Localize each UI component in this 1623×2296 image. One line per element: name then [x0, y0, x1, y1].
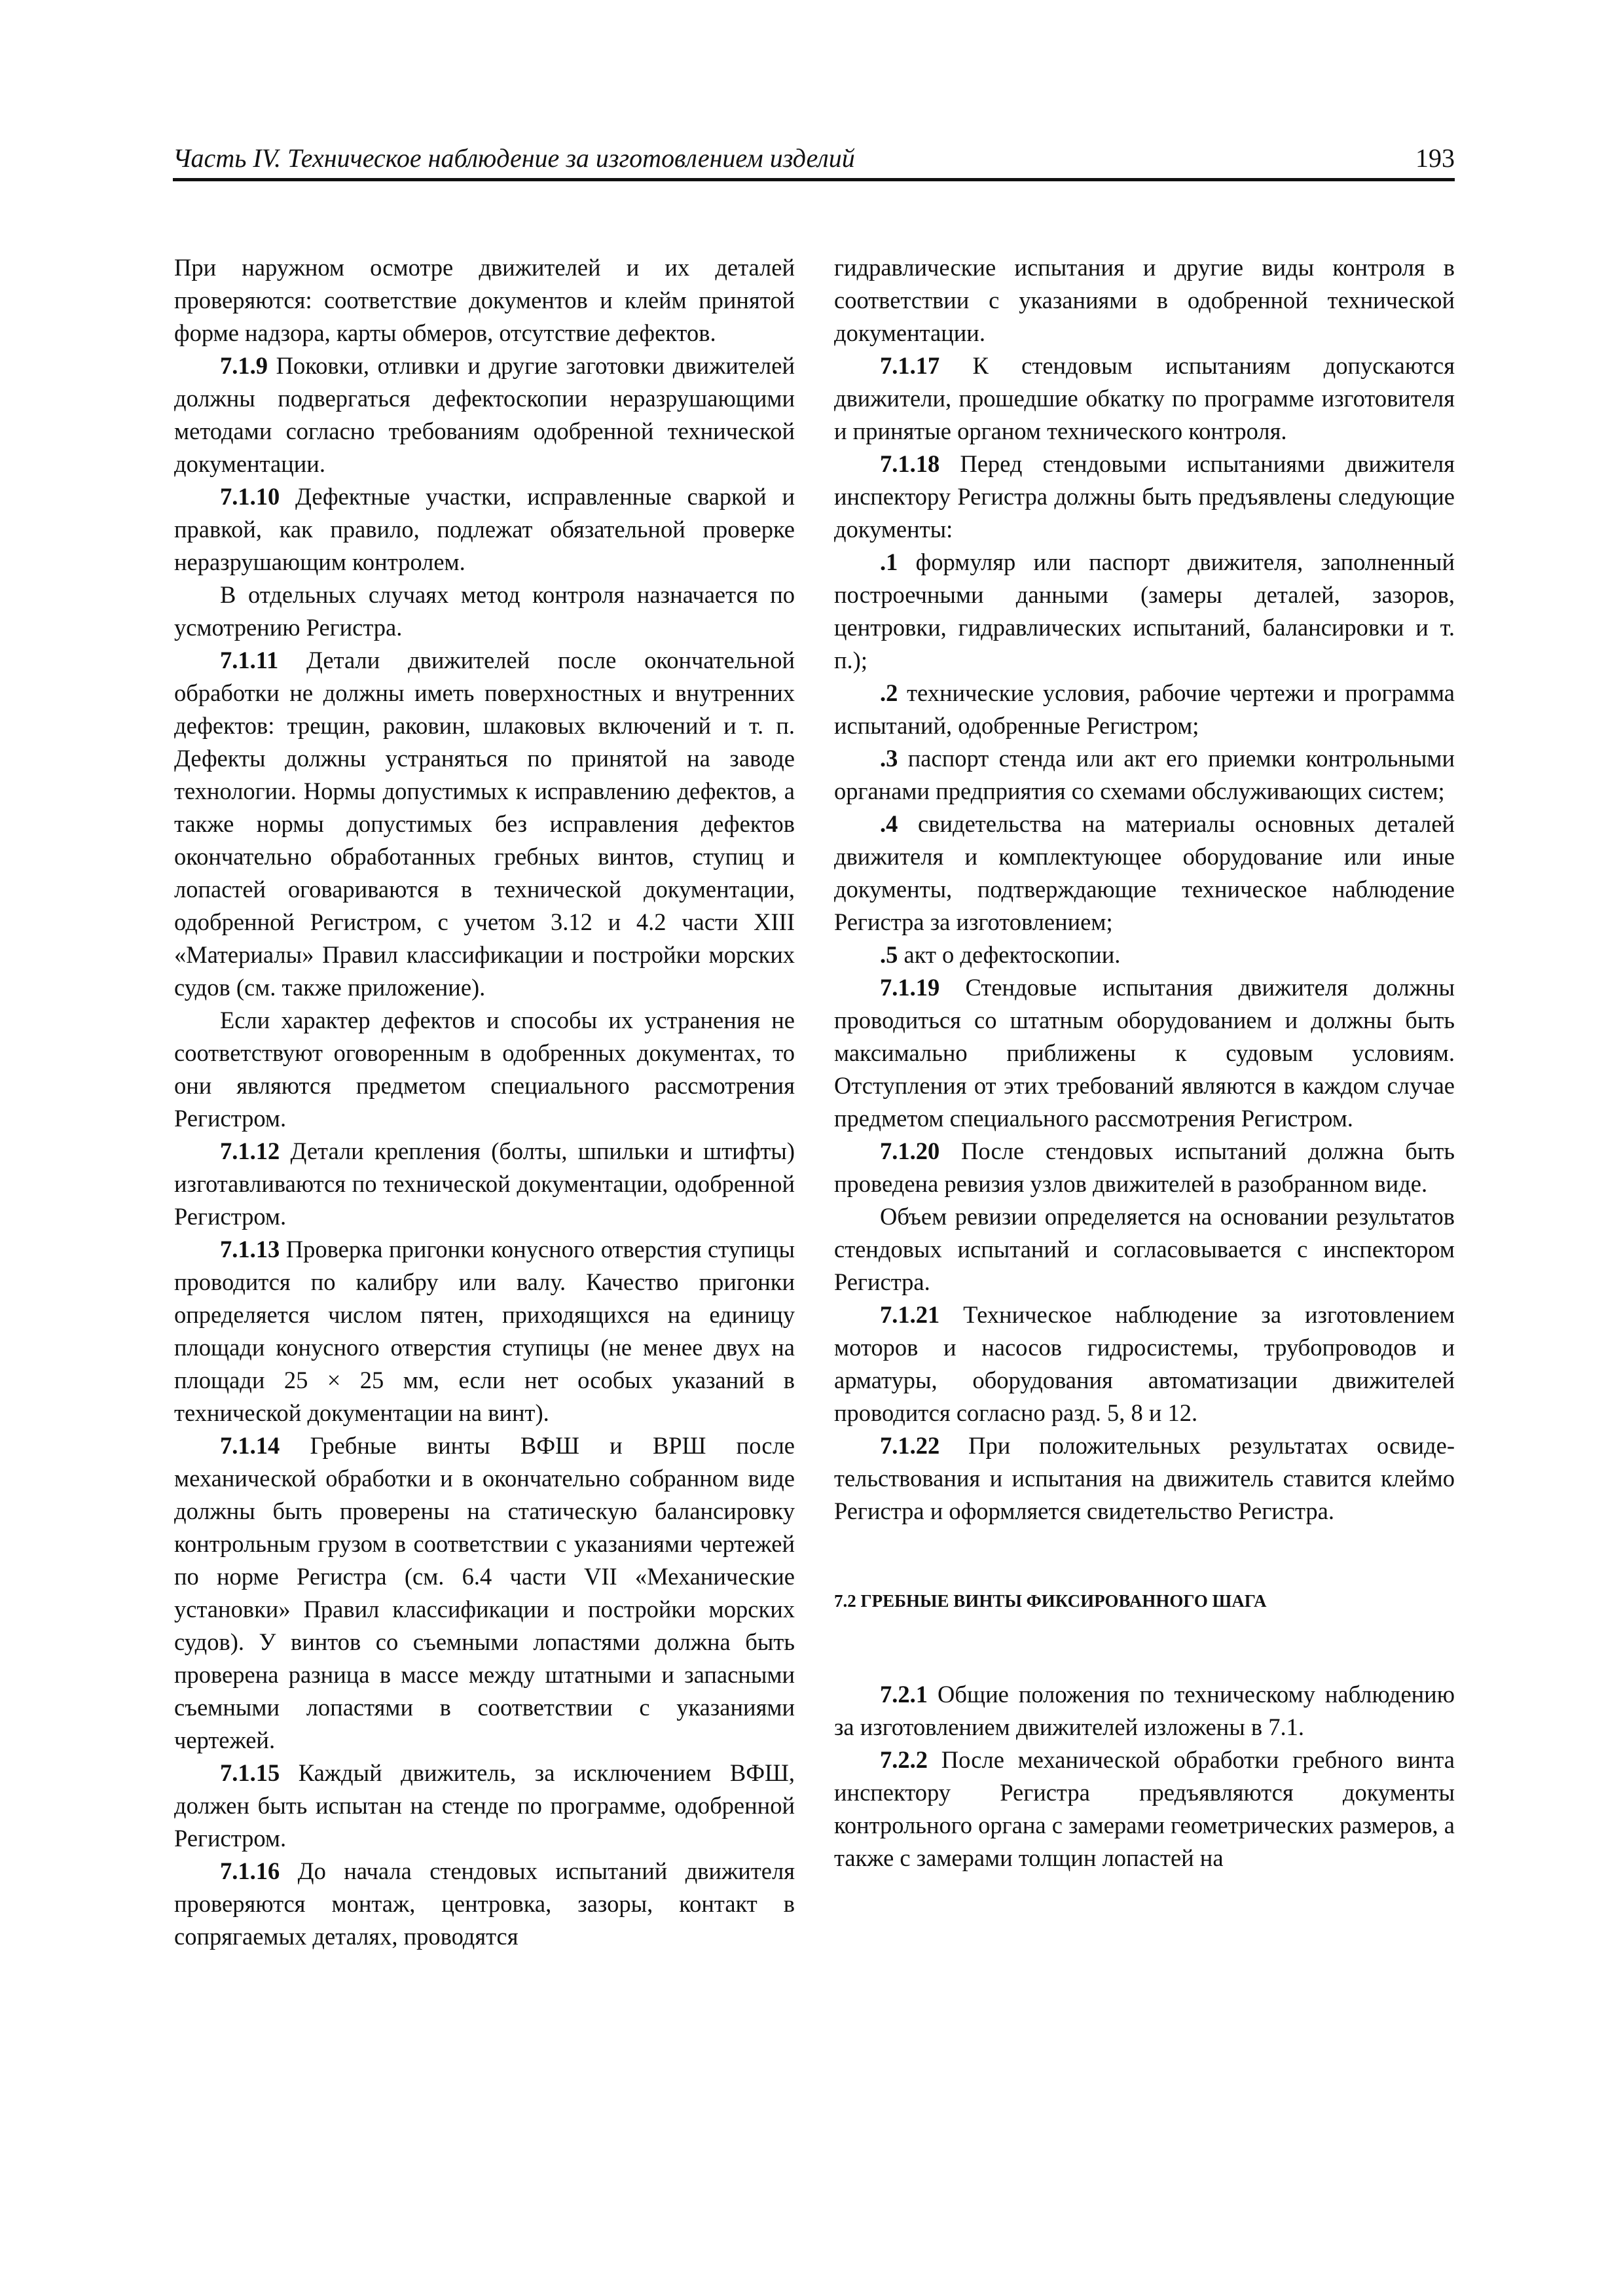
- clause-number: 7.1.9: [220, 352, 268, 379]
- paragraph-text: После стендовых испытаний должна быть проведена ревизия узлов движителей в разобранном виде.: [834, 1138, 1455, 1197]
- paragraph-text: Детали движителей после окончательной обработки не должны иметь поверхностных и внутренних дефектов: трещин, раковин, шлаковых включений и т. п. Дефекты должны устраняться по принятой на заводе технологии. Нормы допустимых к исправлению дефектов, а также нормы допустимых без исправления дефектов окончательно обработанных гребных винтов, ступиц и лопастей оговариваются в технической документации, одобренной Регистром, с учетом 3.12 и 4.2 части XIII «Материалы» Правил классификации и постройки морских судов (см. также приложение).: [174, 647, 795, 1001]
- paragraph: [834, 1200, 1455, 1299]
- clause-number: 7.1.14: [220, 1432, 280, 1459]
- clause-number: 7.1.21: [880, 1301, 940, 1328]
- clause-number: 7.1.18: [880, 450, 940, 477]
- paragraph: [834, 742, 1455, 808]
- clause-number: 7.1.17: [880, 352, 940, 379]
- paragraph: [834, 350, 1455, 448]
- paragraph-text: Дефектные участки, исправленные сваркой и правкой, как правило, подлежат обязательной проверке неразрушающим контролем.: [174, 483, 795, 575]
- running-header: [173, 141, 1455, 181]
- paragraph: [174, 480, 795, 579]
- paragraph: [834, 808, 1455, 939]
- paragraph-text: Каждый движитель, за исключением ВФШ, должен быть испытан на стенде по программе, одобренной Регистром.: [174, 1759, 795, 1852]
- clause-number: 7.1.12: [220, 1138, 280, 1164]
- paragraph: [834, 1135, 1455, 1200]
- clause-number: .4: [880, 810, 898, 837]
- paragraph-text: Если характер дефектов и способы их устранения не соответствуют оговоренным в одобренных документах, то они являются предметом специального рассмотрения Регистром.: [174, 1007, 795, 1132]
- paragraph-text: После механической обработки гребного винта инспектору Регистра предъявляются документы контрольного органа с замерами геометрических размеров, а также с замерами толщин лопастей на: [834, 1746, 1455, 1871]
- paragraph: [834, 939, 1455, 971]
- paragraph-text: К стендовым испытаниям допускаются движители, прошедшие обкатку по программе изготовителя и принятые органом технического контроля.: [834, 352, 1455, 444]
- clause-number: 7.1.16: [220, 1857, 280, 1884]
- paragraph: [834, 1429, 1455, 1528]
- paragraph: [174, 1233, 795, 1429]
- clause-number: .5: [880, 941, 898, 968]
- paragraph: [834, 1678, 1455, 1744]
- clause-number: .3: [880, 745, 898, 772]
- paragraph: [174, 1004, 795, 1135]
- paragraph-text: При наружном осмотре движителей и их деталей проверяются: соответствие документов и клейм принятой форме надзора, карты обмеров, отсутствие дефектов.: [174, 254, 795, 346]
- clause-number: 7.1.10: [220, 483, 280, 510]
- clause-number: 7.1.22: [880, 1432, 940, 1459]
- paragraph: [834, 546, 1455, 677]
- paragraph: [834, 1744, 1455, 1874]
- clause-number: 7.1.13: [220, 1236, 280, 1263]
- paragraph: [834, 1299, 1455, 1429]
- paragraph-text: акт о дефектоскопии.: [898, 941, 1121, 968]
- paragraph-text: Детали крепления (болты, шпильки и штифты) изготавливаются по технической документации, одобренной Регистром.: [174, 1138, 795, 1230]
- paragraph: [174, 1135, 795, 1233]
- paragraph-text: В отдельных случаях метод контроля назначается по усмотрению Регистра.: [174, 581, 795, 641]
- paragraph-text: Стендовые испытания движителя должны проводиться со штатным оборудованием и должны быть максимально приближены к судовым условиям. Отступления от этих требований являются в каждом случае предметом специального рассмотрения Регистром.: [834, 974, 1455, 1132]
- paragraph: [834, 677, 1455, 742]
- clause-number: 7.1.11: [220, 647, 279, 673]
- paragraph-text: Техническое наблюдение за изготовлением моторов и насосов гидросистемы, трубопроводов и арматуры, оборудования автоматизации движителей проводится согласно разд. 5, 8 и 12.: [834, 1301, 1455, 1426]
- header-title: Часть IV. Техническое наблюдение за изготовлением изделий: [173, 143, 855, 173]
- clause-number: .1: [880, 548, 898, 575]
- clause-number: 7.1.19: [880, 974, 940, 1001]
- paragraph: [834, 251, 1455, 350]
- clause-number: 7.1.20: [880, 1138, 940, 1164]
- paragraph-text: Гребные винты ВФШ и ВРШ после механической обработки и в окончательно собранном виде должны быть проверены на статическую балансировку контрольным грузом в соответствии с указаниями чертежей по норме Регистра (см. 6.4 части VII «Механические установки» Правил классификации и постройки морских судов). У винтов со съемными лопастями должна быть проверена разница в массе между штатными и запасными съемными лопастями в соответствии с указаниями чертежей.: [174, 1432, 795, 1753]
- clause-number: 7.2.1: [880, 1681, 928, 1708]
- clause-number: .2: [880, 679, 898, 706]
- paragraph: [174, 1855, 795, 1953]
- paragraph-text: Проверка пригонки конусного отверстия ступицы проводится по калибру или валу. Качество пригонки определяется числом пятен, приходящихся на единицу площади конусного отверстия ступицы (не менее двух на площади 25 × 25 мм, если нет особых указаний в технической документации на винт).: [174, 1236, 795, 1426]
- paragraph: [174, 579, 795, 644]
- page-number: 193: [1415, 143, 1455, 173]
- paragraph-text: До начала стендовых испытаний движителя проверяются монтаж, центровка, зазоры, контакт в сопрягаемых деталях, проводятся: [174, 1857, 795, 1950]
- paragraph: [174, 350, 795, 480]
- paragraph: [174, 251, 795, 350]
- paragraph-text: При положительных результатах освидетельствования и испытания на движитель ставится клеймо Регистра и оформляется свидетельство Регистра.: [834, 1432, 1455, 1524]
- paragraph-text: паспорт стенда или акт его приемки контрольными органами предприятия со схемами обслуживающих систем;: [834, 745, 1455, 804]
- paragraph-text: гидравлические испытания и другие виды контроля в соответствии с указаниями в одобренной технической документации.: [834, 254, 1455, 346]
- paragraph-text: Общие положения по техническому наблюдению за изготовлением движителей изложены в 7.1.: [834, 1681, 1455, 1740]
- paragraph-text: свидетельства на материалы основных деталей движителя и комплектующее оборудование или иные документы, подтверждающие техническое наблюдение Регистра за изготовлением;: [834, 810, 1455, 935]
- paragraph-text: Поковки, отливки и другие заготовки движителей должны подвергаться дефектоскопии неразрушающими методами согласно требованиям одобренной технической документации.: [174, 352, 795, 477]
- paragraph: [834, 971, 1455, 1135]
- clause-number: 7.1.15: [220, 1759, 280, 1786]
- left-column: [174, 251, 795, 1953]
- paragraph: [834, 448, 1455, 546]
- paragraph-text: формуляр или паспорт движителя, заполненный построечными данными (замеры деталей, зазоров, центровки, гидравлических испытаний, балансировки и т. п.);: [834, 548, 1455, 673]
- right-column: [834, 251, 1455, 1874]
- paragraph-text: Объем ревизии определяется на основании результатов стендовых испытаний и согласовывается с инспектором Регистра.: [834, 1203, 1455, 1295]
- paragraph: [174, 1757, 795, 1855]
- section-heading: 7.2 ГРЕБНЫЕ ВИНТЫ ФИКСИРОВАННОГО ШАГА: [834, 1591, 1267, 1611]
- paragraph: [174, 644, 795, 1004]
- paragraph: [174, 1429, 795, 1757]
- paragraph-text: технические условия, рабочие чертежи и программа испытаний, одобренные Регистром;: [834, 679, 1455, 739]
- paragraph-text: Перед стендовыми испытаниями движителя инспектору Регистра должны быть предъявлены следующие документы:: [834, 450, 1455, 543]
- clause-number: 7.2.2: [880, 1746, 928, 1773]
